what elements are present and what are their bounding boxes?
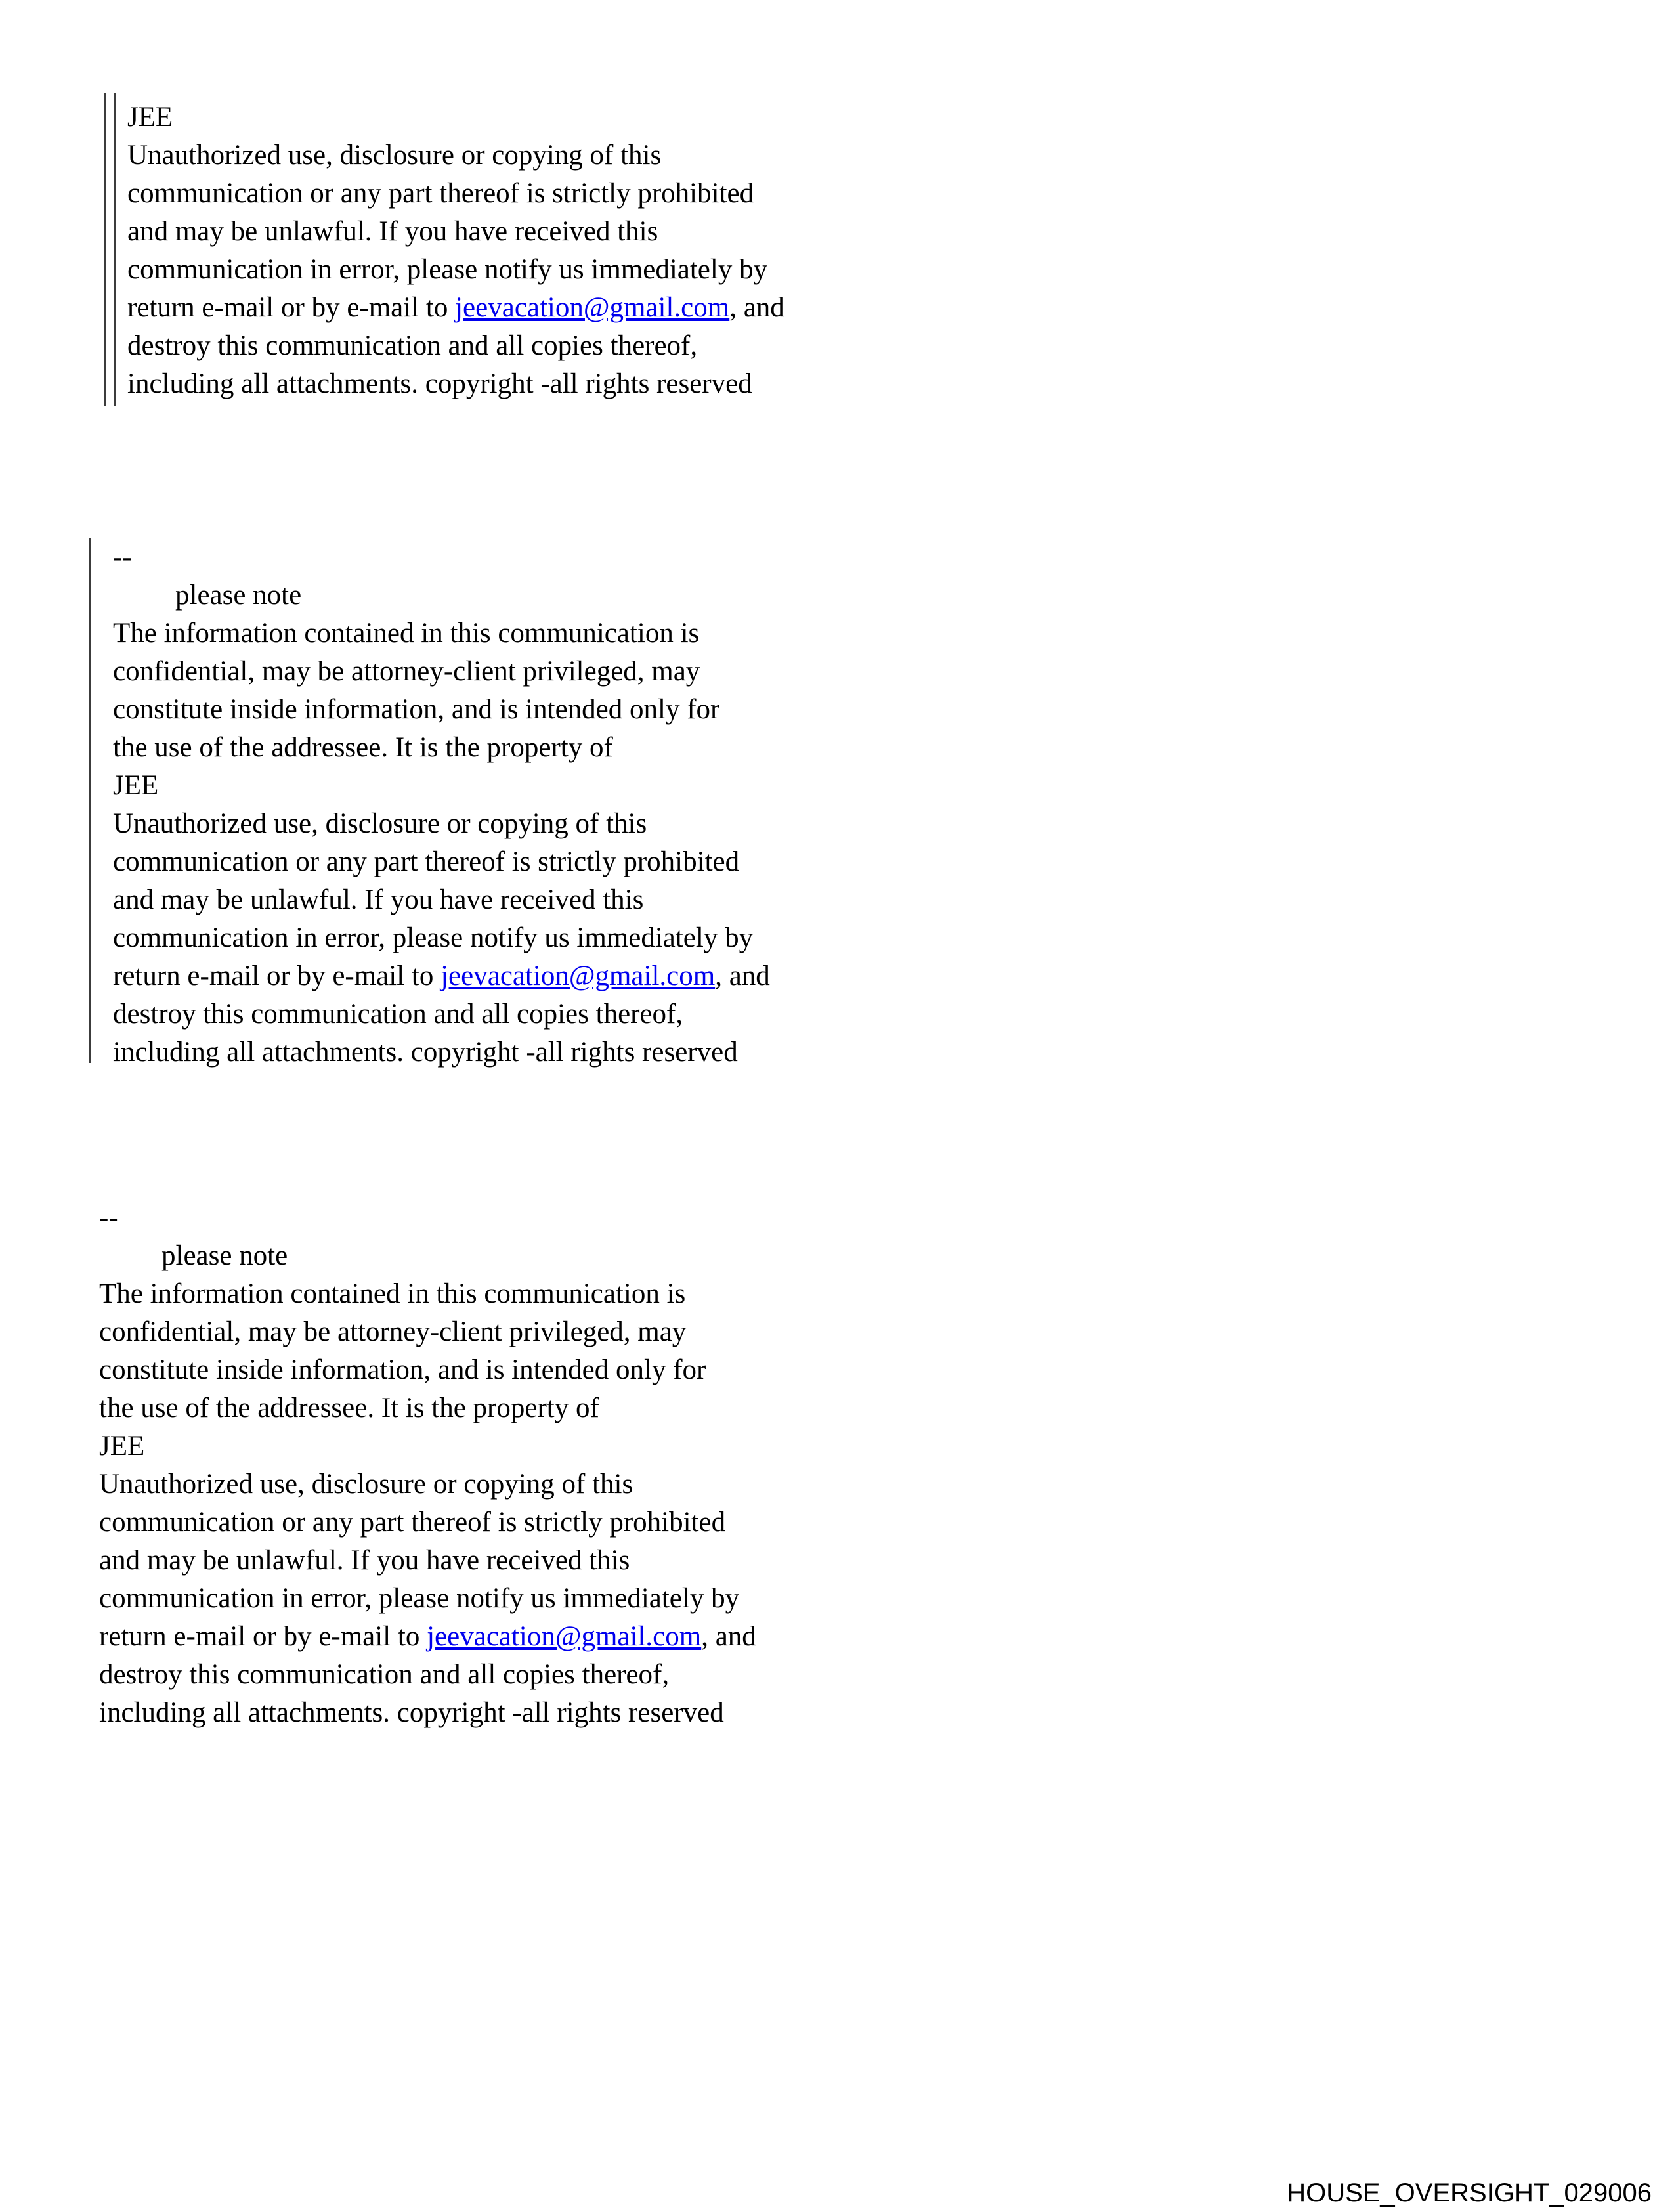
text-line: JEE [127,102,173,133]
quote-bar [89,538,91,1063]
email-text-line [127,289,784,327]
email-text-line [113,957,770,995]
text-line: JEE [99,1431,145,1462]
quote-bar-inner [114,93,116,406]
quoted-disclaimer-block-2 [113,538,770,1072]
please-note-label: please note [161,1240,288,1271]
email-link[interactable]: jeevacation@gmail.com [440,961,716,991]
text-line: and may be unlawful. If you have received this [127,216,658,247]
text-line: Unauthorized use, disclosure or copying of this [99,1469,633,1500]
email-line-suffix: , and [701,1621,756,1652]
email-line-prefix: return e-mail or by e-mail to [99,1621,427,1652]
text-line: the use of the addressee. It is the property of [113,732,613,763]
text-line: confidential, may be attorney-client privileged, may [113,656,700,687]
text-line: including all attachments. copyright -all rights reserved [99,1697,724,1728]
signature-separator: -- [113,542,132,573]
email-line-suffix: , and [715,961,770,991]
text-line: communication in error, please notify us immediately by [99,1583,740,1614]
text-line: destroy this communication and all copies thereof, [113,999,683,1030]
text-line: and may be unlawful. If you have received this [99,1545,630,1576]
text-line: Unauthorized use, disclosure or copying of this [113,808,647,839]
text-line: including all attachments. copyright -all rights reserved [127,368,752,399]
text-line: communication or any part thereof is strictly prohibited [127,178,754,209]
quoted-disclaimer-block-1 [127,98,784,403]
email-link[interactable]: jeevacation@gmail.com [455,292,730,323]
text-line: JEE [113,770,159,801]
text-line: communication in error, please notify us immediately by [113,922,754,953]
text-line: and may be unlawful. If you have received this [113,884,644,915]
text-line: communication or any part thereof is strictly prohibited [99,1507,726,1538]
quote-bar-outer [104,93,106,406]
text-line: communication or any part thereof is strictly prohibited [113,846,740,877]
text-line: The information contained in this communication is [99,1278,686,1309]
text-line: the use of the addressee. It is the property of [99,1393,599,1423]
text-line: destroy this communication and all copies thereof, [127,330,698,361]
text-line: communication in error, please notify us immediately by [127,254,768,285]
text-line: constitute inside information, and is intended only for [113,694,720,725]
email-line-suffix: , and [729,292,784,323]
please-note-label: please note [175,580,302,611]
email-link[interactable]: jeevacation@gmail.com [427,1621,702,1652]
email-line-prefix: return e-mail or by e-mail to [127,292,456,323]
email-line-prefix: return e-mail or by e-mail to [113,961,441,991]
oversight-stamp: HOUSE_OVERSIGHT_029006 [1287,2179,1652,2207]
text-line: The information contained in this communication is [113,618,700,649]
text-line: including all attachments. copyright -all rights reserved [113,1037,738,1068]
email-text-line [99,1618,756,1656]
signature-separator: -- [99,1202,118,1233]
text-line: confidential, may be attorney-client privileged, may [99,1316,687,1347]
text-line: Unauthorized use, disclosure or copying of this [127,140,662,171]
text-line: destroy this communication and all copies thereof, [99,1659,670,1690]
text-line: constitute inside information, and is intended only for [99,1355,706,1385]
disclaimer-block-3 [99,1199,756,1732]
